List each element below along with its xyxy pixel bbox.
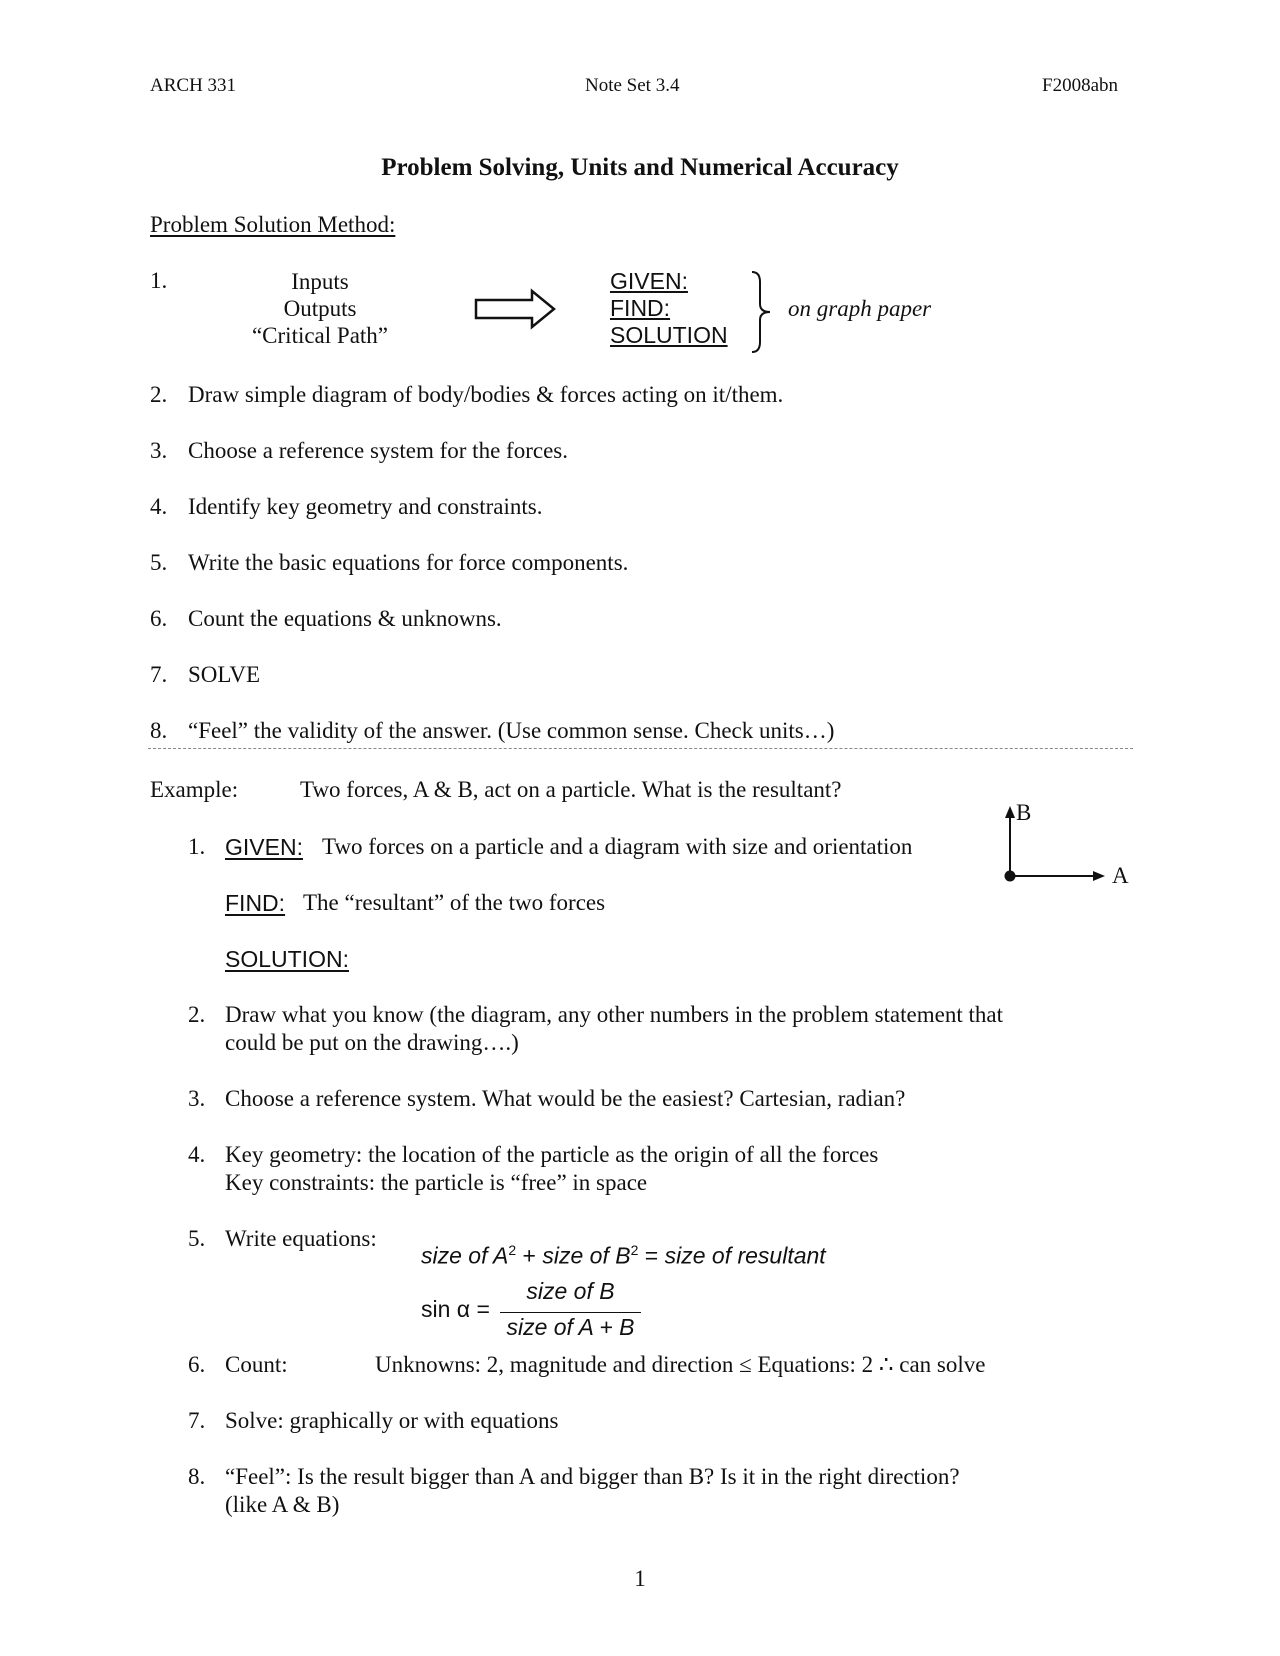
example-step2-line2: could be put on the drawing….) — [225, 1030, 519, 1055]
equation-term-a: size of A — [421, 1242, 509, 1269]
method-step-text: Count the equations & unknowns. — [188, 606, 502, 631]
example-question: Two forces, A & B, act on a particle. What is the resultant? — [300, 777, 842, 802]
equation-sine-numerator: size of B — [526, 1278, 615, 1304]
inputs-block — [235, 268, 405, 349]
example-find-label: FIND: — [225, 890, 286, 916]
equation-exponent: 2 — [630, 1242, 639, 1258]
header-term: F2008abn — [1042, 75, 1118, 96]
method-step-text: Write the basic equations for force components. — [188, 550, 629, 575]
example-step-number: 2. — [188, 1002, 206, 1027]
example-step7-text: Solve: graphically or with equations — [225, 1408, 559, 1433]
force-b-label: B — [1016, 800, 1032, 825]
particle-dot — [1005, 871, 1016, 882]
example-solution-label: SOLUTION: — [225, 946, 349, 972]
critical-path-label: “Critical Path” — [251, 323, 389, 348]
force-a-label: A — [1112, 863, 1129, 888]
example-step8-line1: “Feel”: Is the result bigger than A and bigger than B? Is it in the right direction? — [225, 1464, 960, 1489]
right-arrow-icon — [474, 288, 558, 330]
example-step6-text: Unknowns: 2, magnitude and direction ≤ Equations: 2 ∴ can solve — [375, 1352, 986, 1377]
example-step-number: 1. — [188, 834, 206, 859]
force-a-arrowhead — [1093, 871, 1105, 881]
example-step-number: 3. — [188, 1086, 206, 1111]
method-step-number: 8. — [150, 718, 168, 743]
equation-equals: = — [644, 1242, 659, 1269]
equation-pythagorean — [421, 1242, 826, 1270]
right-brace-icon — [748, 270, 776, 354]
example-step3-text: Choose a reference system. What would be the easiest? Cartesian, radian? — [225, 1086, 906, 1111]
method-step-number: 3. — [150, 438, 168, 463]
example-step-number: 4. — [188, 1142, 206, 1167]
page-title: Problem Solving, Units and Numerical Accuracy — [381, 154, 899, 181]
example-step4-line2: Key constraints: the particle is “free” in space — [225, 1170, 648, 1195]
example-given-label: GIVEN: — [225, 834, 303, 860]
given-find-solution-block — [610, 268, 728, 349]
inputs-label: Inputs — [291, 269, 349, 294]
equation-term-b: size of B — [542, 1242, 631, 1269]
example-step-number: 7. — [188, 1408, 206, 1433]
equation-sine-lhs: sin α = — [421, 1296, 490, 1322]
find-label: FIND: — [610, 295, 671, 321]
equation-rhs: size of resultant — [664, 1242, 826, 1269]
example-find-text: The “resultant” of the two forces — [303, 890, 606, 915]
method-step-number: 5. — [150, 550, 168, 575]
method-heading: Problem Solution Method: — [150, 212, 396, 237]
equation-sine-denominator: size of A + B — [506, 1314, 635, 1340]
method-step1-number: 1. — [150, 268, 168, 293]
graph-paper-note: on graph paper — [788, 296, 932, 321]
force-b-arrowhead — [1005, 806, 1015, 818]
example-step5-text: Write equations: — [225, 1226, 377, 1251]
method-step-text: Identify key geometry and constraints. — [188, 494, 543, 519]
example-step-number: 8. — [188, 1464, 206, 1489]
method-step-number: 7. — [150, 662, 168, 687]
method-step-text: Draw simple diagram of body/bodies & forces acting on it/them. — [188, 382, 784, 407]
example-step-number: 5. — [188, 1226, 206, 1251]
example-step-number: 6. — [188, 1352, 206, 1377]
example-step4-line1: Key geometry: the location of the particle as the origin of all the forces — [225, 1142, 879, 1167]
method-step-text: SOLVE — [188, 662, 260, 687]
given-label: GIVEN: — [610, 268, 688, 294]
method-step-number: 4. — [150, 494, 168, 519]
equation-exponent: 2 — [508, 1242, 517, 1258]
header-note-set: Note Set 3.4 — [585, 75, 680, 96]
example-label: Example: — [150, 777, 239, 802]
header-course: ARCH 331 — [150, 75, 237, 96]
method-step-text: Choose a reference system for the forces. — [188, 438, 568, 463]
method-step-text: “Feel” the validity of the answer. (Use common sense. Check units…) — [188, 718, 835, 743]
fraction-bar — [500, 1312, 641, 1313]
example-given-text: Two forces on a particle and a diagram with size and orientation — [322, 834, 913, 859]
example-step6-label: Count: — [225, 1352, 288, 1377]
section-divider — [148, 748, 1133, 749]
example-step2-line1: Draw what you know (the diagram, any other numbers in the problem statement that — [225, 1002, 1003, 1027]
solution-label: SOLUTION — [610, 322, 728, 348]
equation-plus: + — [522, 1242, 536, 1269]
outputs-label: Outputs — [283, 296, 357, 321]
method-step-number: 2. — [150, 382, 168, 407]
method-step-number: 6. — [150, 606, 168, 631]
page-number: 1 — [634, 1566, 646, 1591]
example-step8-line2: (like A & B) — [225, 1492, 340, 1517]
